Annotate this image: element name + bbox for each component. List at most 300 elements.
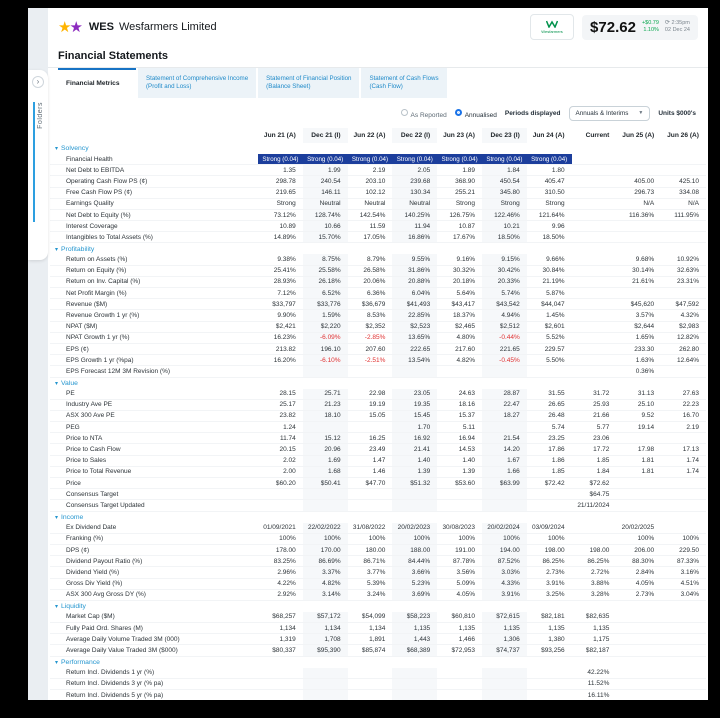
metric-value: 25.93 [593, 401, 610, 409]
metric-value: Strong (0.04) [482, 154, 527, 165]
as-reported-radio[interactable]: As Reported [401, 104, 447, 122]
metric-value: 194.00 [482, 544, 527, 555]
quote-date: 02 Dec 24 [664, 27, 690, 34]
price-change: +$0.79 [641, 20, 659, 27]
collapse-section-icon[interactable]: ▾ [55, 146, 59, 153]
metric-value [572, 165, 617, 176]
metric-value: 233.30 [634, 345, 655, 353]
metric-label: Net Debt to Equity (%) [66, 211, 131, 219]
metric-value: 23.05 [392, 389, 437, 400]
radio-selected-icon[interactable] [455, 109, 462, 116]
metric-row-gross-div-yield- [50, 578, 706, 589]
metric-value: 9.15% [482, 254, 527, 265]
metric-value: 188.00 [392, 544, 437, 555]
metric-row-pe [50, 389, 706, 400]
metric-value: N/A [643, 200, 655, 208]
folders-panel[interactable] [28, 70, 48, 260]
metric-value: 4.80% [456, 334, 475, 342]
metric-value: $60.20 [275, 479, 296, 487]
financial-metrics-table [50, 128, 706, 700]
metric-value: 1,135 [548, 624, 565, 632]
app-window [28, 8, 708, 700]
metric-value: 3.77% [366, 568, 386, 576]
metric-value: $2,512 [482, 321, 527, 332]
metric-label: Return Incl. Dividends 3 yr (% pa) [66, 680, 164, 688]
metric-value: 1,135 [482, 623, 527, 634]
metric-value: 10.66 [303, 221, 348, 232]
units-label: Units $000's [658, 109, 696, 117]
metric-value [572, 332, 617, 343]
metric-value: 23.06 [593, 434, 610, 442]
metric-value: 15.37 [458, 412, 475, 420]
metric-value: 19.35 [392, 399, 437, 410]
metric-value: 5.87% [546, 289, 565, 297]
metric-value: 3.04% [680, 591, 699, 599]
metric-label: Consensus Target Updated [66, 501, 145, 509]
metric-value [661, 612, 706, 623]
metric-value: 450.54 [482, 176, 527, 187]
metric-value: $54,099 [361, 613, 386, 621]
metric-value: 25.71 [303, 389, 348, 400]
metric-value [616, 165, 661, 176]
metric-row-eps-forecast-12m-3m-revision- [50, 366, 706, 377]
metric-value: 1.35 [283, 166, 296, 174]
metric-value [437, 689, 482, 700]
metric-row-free-cash-flow-ps- [50, 187, 706, 198]
tab-financial-metrics[interactable]: Financial Metrics [58, 68, 136, 98]
page-title-row [48, 46, 708, 68]
metric-value: 1.39 [462, 468, 475, 476]
metric-value [392, 489, 437, 500]
metric-value: 26.48 [548, 412, 565, 420]
metric-value: 191.00 [455, 546, 475, 554]
metric-value: 1.86 [551, 457, 565, 465]
metric-label: Dividend Yield (%) [66, 568, 120, 576]
metric-value [572, 288, 617, 299]
metric-value: 213.82 [275, 345, 296, 353]
metric-value: 73.12% [273, 211, 296, 219]
metric-label: ASX 300 Ave PE [66, 412, 115, 420]
metric-value: 9.96 [551, 222, 565, 230]
col-header-jun-26-a-: Jun 26 (A) [667, 132, 699, 139]
tab-statement-of-comprehensive-income[interactable]: Statement of Comprehensive Income (Profit and Loss) [138, 68, 256, 98]
metric-value [437, 489, 482, 500]
price-panel [582, 15, 698, 40]
metric-value [482, 500, 527, 511]
metric-label: Market Cap ($M) [66, 613, 115, 621]
tab-statement-of-cash-flows[interactable]: Statement of Cash Flows (Cash Flow) [361, 68, 446, 98]
metric-value: 23.31% [676, 278, 699, 286]
metric-value: 9.38% [277, 256, 296, 264]
column-header-row [50, 128, 706, 143]
metric-value: 17.98 [637, 446, 655, 454]
metric-value [616, 668, 661, 679]
metric-row-eps- [50, 343, 706, 354]
section-name: Value [61, 379, 78, 387]
metric-value: 1,175 [593, 635, 610, 643]
metric-value: 9.52 [641, 412, 655, 420]
metric-label: Net Debt to EBITDA [66, 166, 125, 174]
metric-value [258, 500, 303, 511]
metric-value: 298.78 [275, 177, 296, 185]
metric-value [616, 623, 661, 634]
metric-label: Net Profit Margin (%) [66, 289, 127, 297]
metric-label: Return on Assets (%) [66, 256, 128, 264]
metric-value: 9.55% [392, 254, 437, 265]
metric-value [572, 265, 617, 276]
metric-value: 6.04% [392, 288, 437, 299]
metric-value: 3.88% [590, 580, 610, 588]
metric-value: 3.28% [590, 591, 610, 599]
col-header-dec-21-i-: Dec 21 (I) [303, 128, 348, 143]
section-header-income[interactable] [50, 511, 706, 522]
metric-value: $43,542 [482, 299, 527, 310]
metric-row-price-to-total-revenue [50, 466, 706, 477]
collapse-section-icon[interactable]: ▾ [55, 380, 59, 387]
metric-value [348, 366, 393, 377]
metric-value [661, 232, 706, 243]
metric-value: 22.23 [682, 401, 699, 409]
company-name: Wesfarmers Limited [118, 21, 217, 33]
metric-value: 23.49 [369, 446, 386, 454]
metric-value: 11.94 [392, 221, 437, 232]
metric-value: 19.14 [637, 423, 655, 431]
metric-value: 87.52% [482, 556, 527, 567]
metric-value: 20.06% [363, 278, 386, 286]
metric-row-earnings-quality [50, 198, 706, 209]
metric-row-dps- [50, 544, 706, 555]
metric-label: Franking (%) [66, 535, 104, 543]
metric-value: $50.41 [303, 478, 348, 489]
radio-unselected-icon[interactable] [401, 109, 408, 116]
metric-value: 16.86% [392, 232, 437, 243]
metric-value [303, 668, 348, 679]
metric-row-average-daily-volume-traded-3m-000- [50, 634, 706, 645]
metric-value: 24.63 [458, 390, 475, 398]
metric-value: 198.00 [544, 546, 565, 554]
section-name: Liquidity [61, 603, 86, 611]
metric-value: 4.94% [482, 310, 527, 321]
collapse-section-icon[interactable]: ▾ [55, 246, 59, 253]
metric-value: 2.19 [372, 166, 386, 174]
metric-value: 86.69% [303, 556, 348, 567]
metric-value [661, 645, 706, 656]
metric-value [258, 366, 303, 377]
metric-value: 5.74% [482, 288, 527, 299]
collapse-section-icon[interactable]: ▾ [55, 604, 59, 611]
periods-select[interactable]: Annuals & Interims ▼ [569, 106, 651, 121]
metric-value: 22.98 [369, 390, 386, 398]
metric-value: 4.05% [635, 580, 655, 588]
metric-value: 4.05% [456, 591, 475, 599]
metric-value [258, 489, 303, 500]
metric-value: Strong (0.04) [527, 154, 572, 165]
metric-label: Average Daily Value Traded 3M ($000) [66, 647, 178, 655]
metric-label: Intangibles to Total Assets (%) [66, 233, 153, 241]
metric-value [527, 366, 572, 377]
metric-row-dividend-yield- [50, 567, 706, 578]
metric-row-dividend-payout-ratio- [50, 556, 706, 567]
metric-value: 17.13 [682, 446, 699, 454]
metric-value: 83.25% [273, 557, 296, 565]
metric-value [482, 689, 527, 700]
metric-value: 207.60 [365, 345, 386, 353]
metric-value: $93,256 [541, 647, 565, 655]
metric-value: 21/11/2024 [577, 501, 610, 509]
metric-value [661, 221, 706, 232]
section-name: Profitability [61, 245, 95, 253]
metric-value: $60,810 [451, 613, 475, 621]
metric-value: 140.25% [392, 209, 437, 220]
metric-value: 1,708 [303, 634, 348, 645]
metric-label: Interest Coverage [66, 222, 118, 230]
annualised-radio[interactable]: Annualised [455, 104, 497, 122]
metric-label: PE [66, 390, 75, 398]
refresh-icon[interactable]: ⟳ [664, 19, 670, 26]
wesfarmers-logo-badge [530, 14, 574, 40]
metric-value: -2.85% [364, 334, 386, 342]
section-header-solvency[interactable] [50, 143, 706, 154]
metric-value: 1,134 [369, 624, 386, 632]
metric-value: Strong (0.04) [392, 154, 437, 165]
metric-row-npat-m- [50, 321, 706, 332]
metric-label: Free Cash Flow PS (¢) [66, 189, 133, 197]
metric-value: 25.58% [303, 265, 348, 276]
metric-value: 5.09% [456, 580, 475, 588]
metric-value [572, 187, 617, 198]
metric-value: 87.78% [452, 557, 475, 565]
metric-value [348, 668, 393, 679]
metric-value [572, 299, 617, 310]
metric-value: 26.18% [303, 276, 348, 287]
metric-value: 8.53% [366, 312, 386, 319]
metric-value: 5.23% [392, 578, 437, 589]
metric-value [392, 668, 437, 679]
section-header-profitability[interactable] [50, 243, 706, 254]
metric-value: 17.05% [363, 233, 386, 241]
metric-value: 262.80 [679, 345, 699, 353]
metric-value: 2.02 [283, 457, 296, 465]
metric-value [616, 154, 661, 165]
metric-value [303, 366, 348, 377]
metric-label: DPS (¢) [66, 546, 90, 554]
metric-row-net-debt-to-equity- [50, 209, 706, 220]
metric-value: 2.92% [277, 591, 296, 599]
metric-value: 21.54 [482, 433, 527, 444]
metric-value: 425.10 [679, 177, 699, 185]
metric-value [616, 288, 661, 299]
metric-value: 20/02/2023 [392, 523, 437, 534]
metric-value: 1.40 [392, 455, 437, 466]
tab-statement-of-financial-position[interactable]: Statement of Financial Position (Balance Sheet) [258, 68, 359, 98]
metric-label: NPAT Growth 1 yr (%) [66, 334, 130, 342]
collapse-section-icon[interactable]: ▾ [55, 514, 59, 521]
metric-value [661, 366, 706, 377]
metric-value: 18.50% [482, 232, 527, 243]
metric-value [661, 478, 706, 489]
metric-value: 1.81 [641, 468, 655, 476]
metric-row-revenue-growth-1-yr- [50, 310, 706, 321]
metric-label: Price to Cash Flow [66, 446, 121, 454]
metric-value [572, 276, 617, 287]
chevron-down-icon: ▼ [638, 110, 644, 116]
metric-label: Industry Ave PE [66, 401, 113, 409]
section-header-value[interactable] [50, 377, 706, 388]
metric-row-asx-300-ave-pe [50, 410, 706, 421]
metric-value [661, 288, 706, 299]
share-price: $72.62 [590, 18, 636, 36]
metric-value: 42.22% [587, 669, 610, 677]
metric-value [348, 489, 393, 500]
metric-row-net-profit-margin- [50, 288, 706, 299]
metric-value: $44,047 [541, 300, 565, 308]
metric-value: 20.18% [452, 278, 475, 286]
col-header-dec-22-i-: Dec 22 (I) [392, 128, 437, 143]
metric-label: EPS (¢) [66, 345, 89, 353]
metric-value [661, 433, 706, 444]
expand-folders-button[interactable]: › [32, 76, 44, 88]
metric-value: 4.22% [277, 580, 296, 588]
metric-value [392, 689, 437, 700]
metric-value [482, 678, 527, 689]
metric-value: 2.00 [283, 468, 296, 476]
metric-label: Return on Equity (%) [66, 267, 127, 275]
metric-value: 2.19 [686, 423, 699, 431]
metric-value: 86.71% [363, 557, 386, 565]
metric-value: $58,223 [392, 612, 437, 623]
metric-value: 100% [637, 535, 655, 543]
metric-value: 16.92 [392, 433, 437, 444]
metric-row-financial-health [50, 154, 706, 165]
metric-value: 126.75% [449, 211, 475, 219]
metric-value [348, 678, 393, 689]
metric-column-header [50, 128, 258, 143]
metric-value [661, 689, 706, 700]
metric-value [527, 689, 572, 700]
metric-row-intangibles-to-total-assets- [50, 232, 706, 243]
metric-value: 30.42% [482, 265, 527, 276]
metric-value: 32.63% [676, 267, 699, 275]
metric-value: $53.60 [455, 479, 475, 487]
metric-row-consensus-target-updated [50, 500, 706, 511]
metric-value: 16.20% [273, 356, 296, 364]
metric-value: 219.65 [275, 189, 296, 197]
metric-row-peg [50, 422, 706, 433]
metric-value: 10.89 [279, 222, 296, 230]
metric-value: 217.60 [455, 345, 475, 353]
metric-value: 102.12 [365, 189, 386, 197]
metric-value: Neutral [392, 198, 437, 209]
metric-value: 28.15 [279, 390, 296, 398]
purple-star-icon: ★ [69, 19, 81, 36]
metric-value: 16.23% [273, 334, 296, 342]
metric-label: Price to Total Revenue [66, 468, 132, 476]
metric-value: 221.65 [482, 343, 527, 354]
metric-value [661, 500, 706, 511]
metric-value [572, 321, 617, 332]
metric-value: $47,592 [675, 300, 699, 308]
metric-value [661, 634, 706, 645]
metric-value [661, 489, 706, 500]
metric-value: 21.41 [392, 444, 437, 455]
metric-value: Neutral [364, 200, 386, 208]
metric-value: 1.89 [462, 166, 475, 174]
metric-value [616, 689, 661, 700]
metric-value [572, 355, 617, 366]
metric-value: 405.47 [544, 177, 565, 185]
metric-value: 86.25% [587, 557, 610, 565]
metric-value [482, 489, 527, 500]
metric-value: 18.37% [452, 312, 475, 319]
section-header-liquidity[interactable] [50, 600, 706, 611]
metric-value: 198.00 [589, 546, 610, 554]
metric-value: Strong (0.04) [348, 154, 393, 165]
metric-value: 25.41% [273, 267, 296, 275]
metric-value [661, 154, 706, 165]
metric-label: Return Incl. Dividends 5 yr (% pa) [66, 691, 164, 699]
metric-value [572, 209, 617, 220]
section-header-performance[interactable] [50, 656, 706, 667]
metric-value: 5.50% [546, 356, 565, 364]
metric-value: $33,797 [272, 300, 296, 308]
metric-row-revenue-m- [50, 299, 706, 310]
metric-value: Strong (0.04) [437, 154, 482, 165]
metric-label: Revenue ($M) [66, 300, 108, 308]
metric-value: 5.11 [462, 423, 475, 431]
metric-value [527, 668, 572, 679]
metric-value: 2.73% [546, 568, 565, 576]
metric-value [482, 668, 527, 679]
metric-label: Gross Div Yield (%) [66, 580, 123, 588]
metric-value: 121.64% [538, 211, 565, 219]
price-change-pct: 1.10% [643, 27, 659, 33]
metric-value [616, 645, 661, 656]
metric-value: 1.81 [641, 457, 655, 465]
metric-value [348, 689, 393, 700]
metric-value: $57,172 [303, 612, 348, 623]
metric-value [258, 678, 303, 689]
col-header-dec-23-i-: Dec 23 (I) [482, 128, 527, 143]
metric-value: 21.66 [593, 412, 610, 420]
metric-value: 13.65% [392, 332, 437, 343]
metric-value: 206.00 [634, 546, 655, 554]
metric-value: 16.70 [682, 412, 699, 420]
metric-value: 170.00 [303, 544, 348, 555]
metric-value [482, 422, 527, 433]
metric-value [616, 489, 661, 500]
metric-value: 1.85 [551, 468, 565, 476]
metric-value: 31.13 [637, 390, 655, 398]
metric-value [258, 668, 303, 679]
metric-value: 20.88% [392, 276, 437, 287]
metric-value: $2,644 [634, 323, 655, 331]
metric-value: 2.73% [635, 591, 655, 599]
collapse-section-icon[interactable]: ▾ [55, 660, 59, 666]
metric-label: ASX 300 Avg Gross DY (%) [66, 591, 146, 599]
metric-value [482, 366, 527, 377]
statement-tabs [48, 68, 708, 98]
metric-label: Return Incl. Dividends 1 yr (%) [66, 669, 155, 677]
metric-value: 18.50% [542, 233, 565, 241]
metric-value: $82,181 [541, 613, 565, 621]
metric-value: 1.99 [303, 165, 348, 176]
folders-label[interactable]: Folders [36, 102, 44, 129]
metric-label: Price [66, 479, 81, 487]
metric-value: 6.36% [366, 289, 386, 297]
metric-value: $80,337 [272, 647, 296, 655]
metric-value: 25.10 [637, 401, 655, 409]
metric-value: $85,874 [361, 647, 386, 655]
